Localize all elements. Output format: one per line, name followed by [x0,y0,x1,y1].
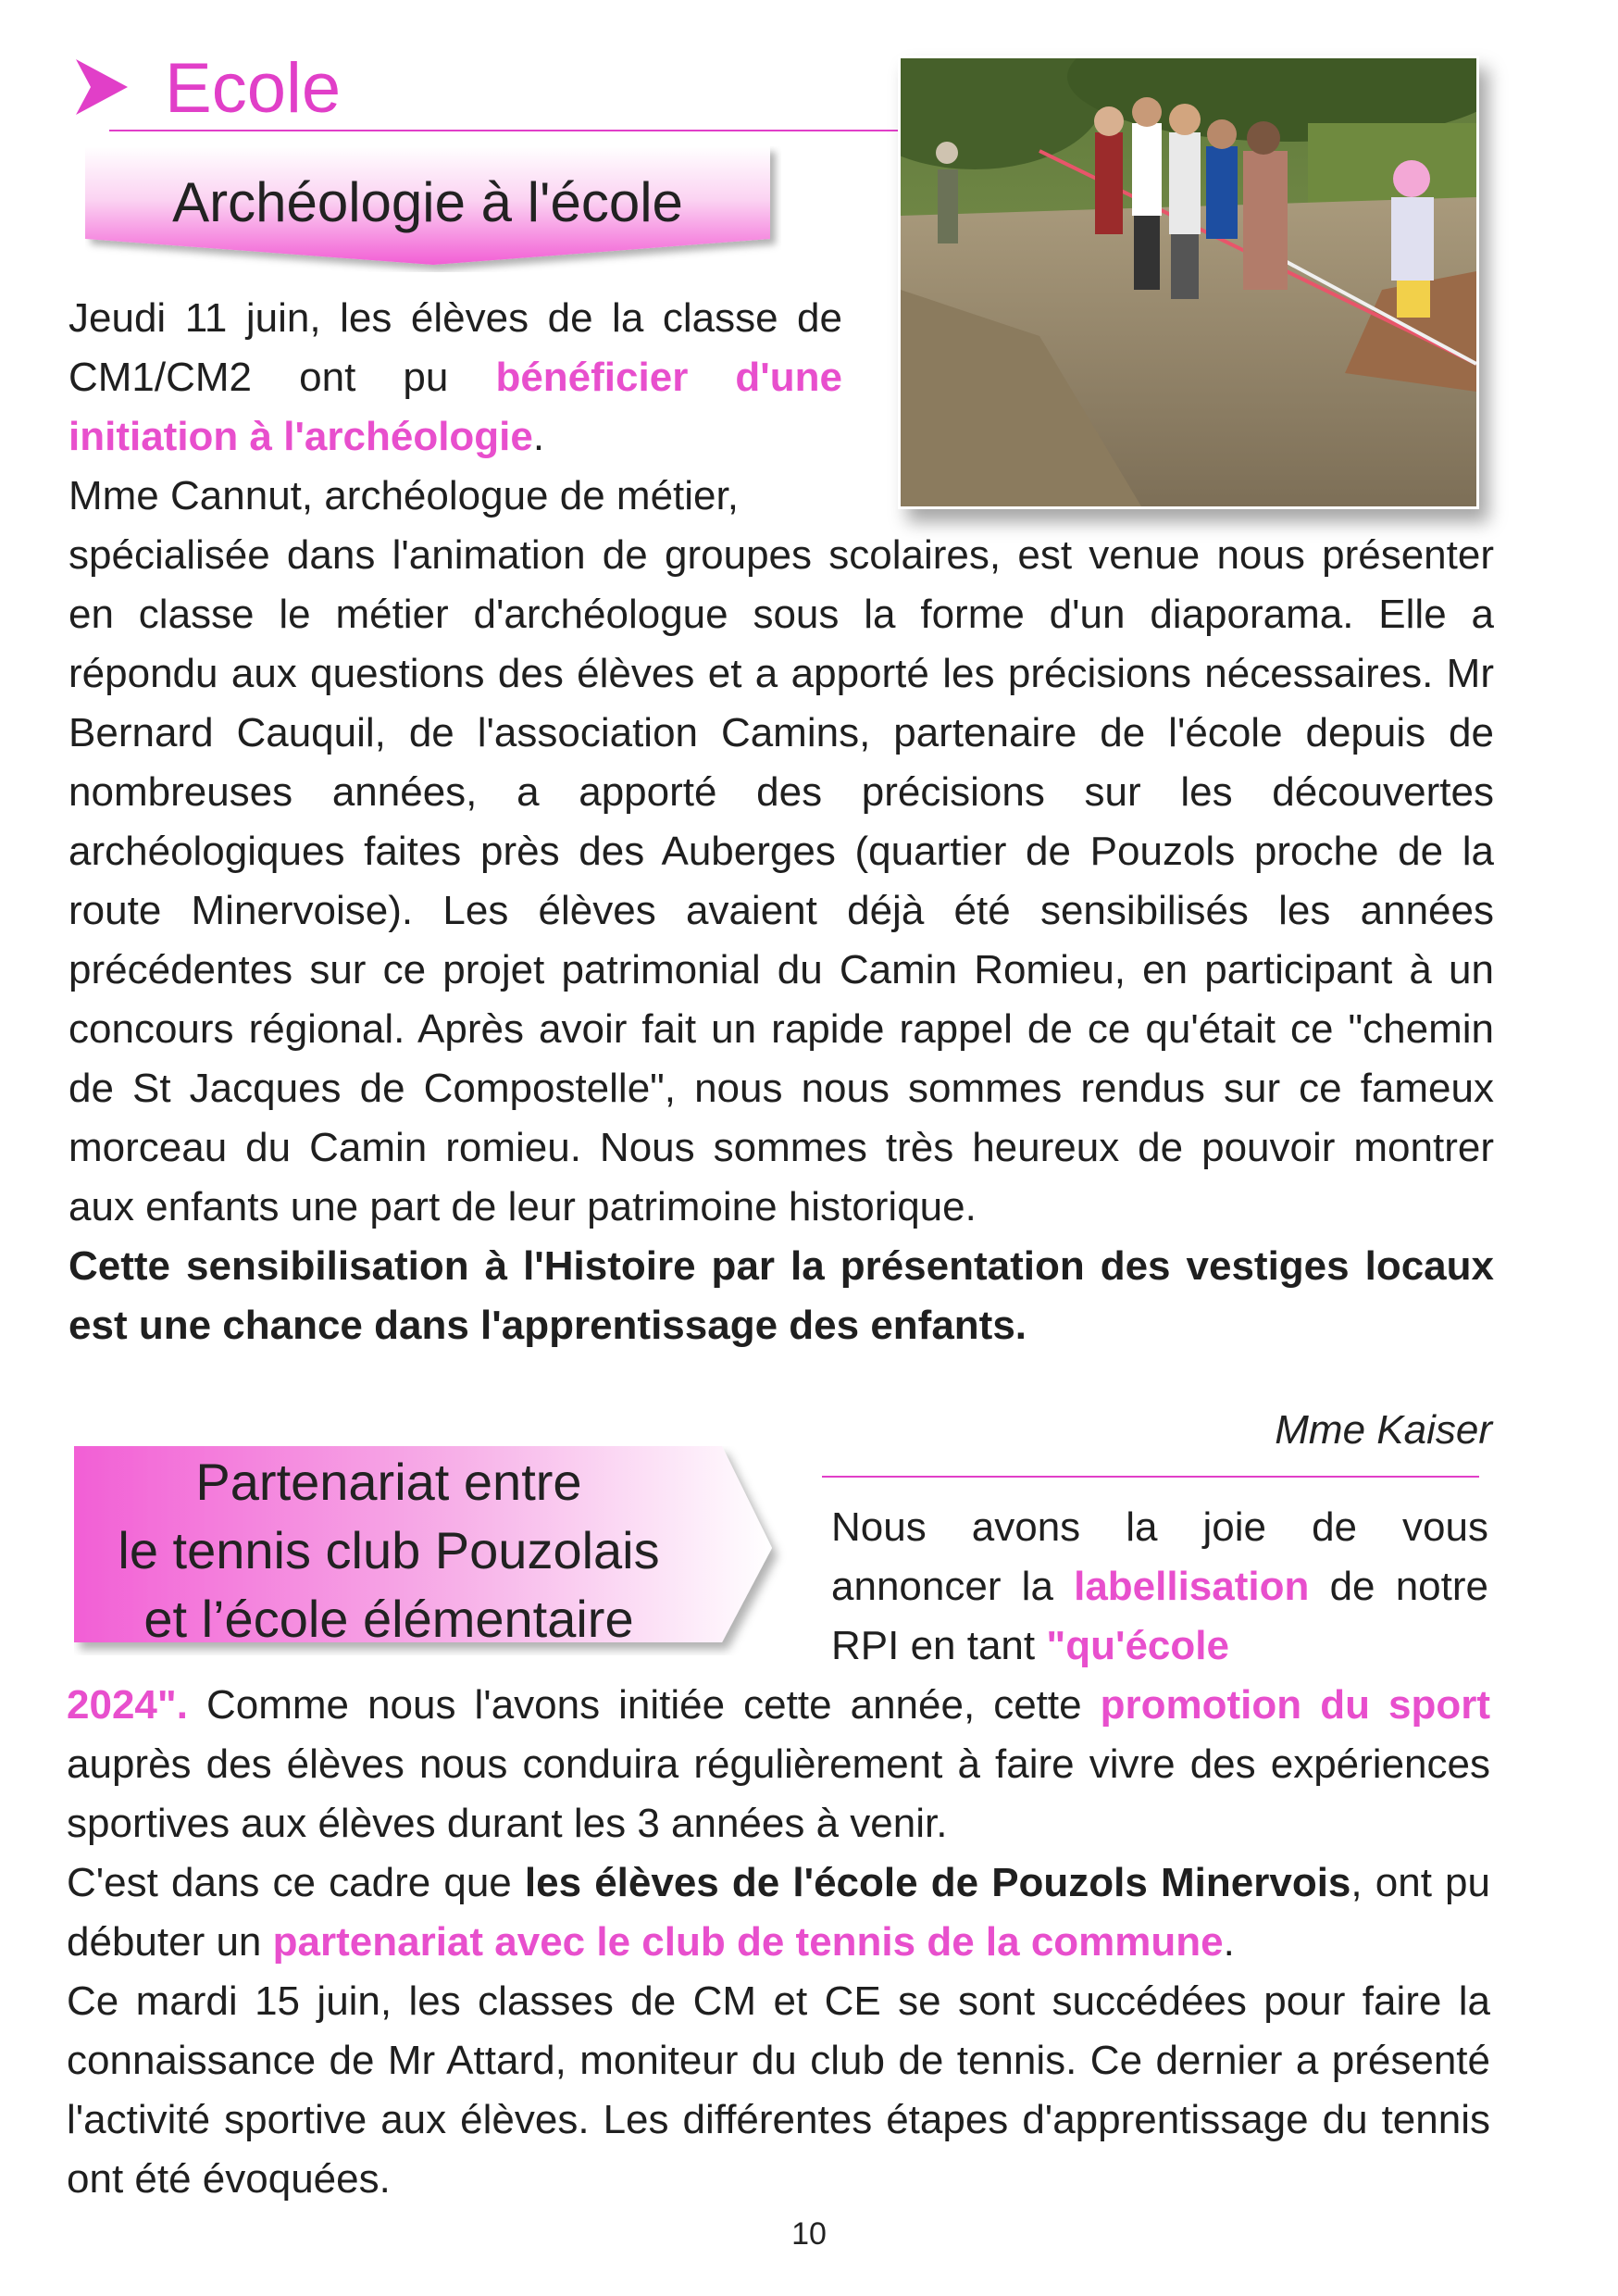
title-divider [109,130,924,131]
article1-title: Archéologie à l'école [172,170,683,233]
article1-conclusion: Cette sensibilisation à l'Histoire par la présentation des vestiges locaux est une chance dans l'apprentissage des enfants. [68,1243,1494,1348]
highlight-partenariat-tennis: partenariat avec le club de tennis de la commune [272,1919,1224,1965]
article2-body: 2024". Comme nous l'avons initiée cette année, cette promotion du sport auprès des élèves nous conduira régulièrement à faire vivre des expériences sportives aux élèves durant les 3 années à venir. C'est dans ce cadre que les élèves de l'école de Pouzols Minervois, ont pu débuter un partenariat avec le club de tennis de la commune. Ce mardi 15 juin, les classes de CM et CE se sont succédées pour faire la connaissance de Mr Attard, moniteur du club de tennis. Ce dernier a présenté l'activité sportive aux élèves. Les différentes étapes d'apprentissage du tennis ont été évoquées. [67,1682,1491,2202]
highlight-ecole-2024-end: 2024". [67,1682,188,1728]
article1-intro: Jeudi 11 juin, les élèves de la classe de CM1/CM2 ont pu bénéficier d'une initiation à l'archéologie. Mme Cannut, archéologue de métier, [68,295,842,518]
article2-title [74,1449,778,1653]
children-at-excavation-photo-icon [901,58,1476,506]
article2-title-line2: le tennis club Pouzolais [118,1521,660,1579]
article2-intro: Nous avons la joie de vous annoncer la labellisation de notre RPI en tant "qu'école [831,1504,1488,1668]
highlight-promotion-sport: promotion du sport [1100,1682,1491,1728]
article2-title-line1: Partenariat entre [195,1453,582,1511]
article2-title-line3: et l’école élémentaire [143,1590,634,1648]
author-signature: Mme Kaiser [1275,1407,1492,1453]
excavation-photo [898,56,1479,509]
chevron-right-icon [76,59,128,115]
article1-body: spécialisée dans l'animation de groupes scolaires, est venue nous présenter en classe le métier d'archéologue sous la forme d'un diaporama. Elle a répondu aux questions des élèves et a apporté les précisions nécessaires. Mr Bernard Cauquil, de l'association Camins, partenaire de l'école depuis de nombreuses années, a apporté des précisions sur les découvertes archéologiques faites près des Auberges (quartier de Pouzols proche de la route Minervoise). Les élèves avaient déjà été sensibilisés les années précédentes sur ce projet patrimonial du Camin Romieu, en participant à un concours régional. Après avoir fait un rapide rappel de ce qu'était ce "chemin de St Jacques de Compostelle", nous nous sommes rendus sur ce fameux morceau du Camin romieu. Nous sommes très heureux de pouvoir montrer aux enfants une part de leur patrimoine historique. Cette sensibilisation à l'Histoire par la présentation des vestiges locaux est une chance dans l'apprentissage des enfants. [68,532,1494,1348]
highlight-initiation: bénéficier d'une initiation à l'archéologie [68,355,842,459]
section-title: Ecole [165,49,342,128]
article2-divider [822,1476,1479,1478]
bold-eleves-pouzols: les élèves de l'école de Pouzols Minervois [524,1860,1351,1905]
highlight-labellisation: labellisation [1074,1564,1310,1609]
highlight-ecole-2024-start: "qu'école [1046,1623,1229,1668]
page-number: 10 [791,2216,827,2252]
